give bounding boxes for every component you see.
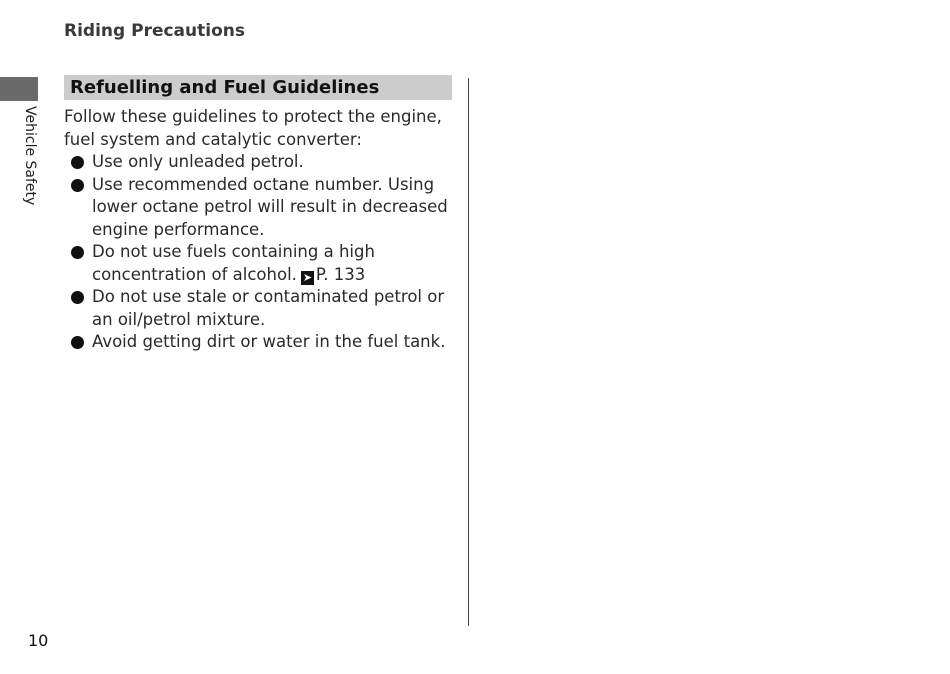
bullet-icon	[71, 291, 84, 304]
page-number: 10	[28, 631, 49, 650]
arrow-right-icon: ➤	[302, 270, 313, 284]
list-item	[64, 151, 452, 174]
section-intro: Follow these guidelines to protect the engine, fuel system and catalytic converter:	[64, 107, 442, 149]
bullet-icon	[71, 336, 84, 349]
refuelling-section	[64, 75, 452, 354]
bullet-icon	[71, 246, 84, 259]
list-item-text: Do not use stale or contaminated petrol or an oil/petrol mixture.	[92, 287, 445, 329]
list-item-text: Avoid getting dirt or water in the fuel tank.	[92, 332, 446, 351]
list-item	[64, 174, 452, 242]
side-tab-label: Vehicle Safety	[22, 106, 38, 206]
list-item	[64, 241, 452, 286]
list-item-text: Do not use fuels containing a high concentration of alcohol.	[92, 242, 375, 284]
guidelines-list	[64, 151, 452, 354]
page-reference-link[interactable]: P. 133	[315, 264, 366, 284]
list-item	[64, 331, 452, 354]
bullet-icon	[71, 156, 84, 169]
list-item	[64, 286, 452, 331]
side-tab-marker	[0, 77, 38, 101]
list-item-text: Use recommended octane number. Using lower octane petrol will result in decreased engine performance.	[92, 174, 448, 239]
section-heading: Refuelling and Fuel Guidelines	[64, 75, 452, 100]
page-header-title: Riding Precautions	[64, 21, 245, 41]
list-item-text: Use only unleaded petrol.	[92, 152, 304, 171]
column-divider	[468, 78, 469, 626]
bullet-icon	[71, 179, 84, 192]
